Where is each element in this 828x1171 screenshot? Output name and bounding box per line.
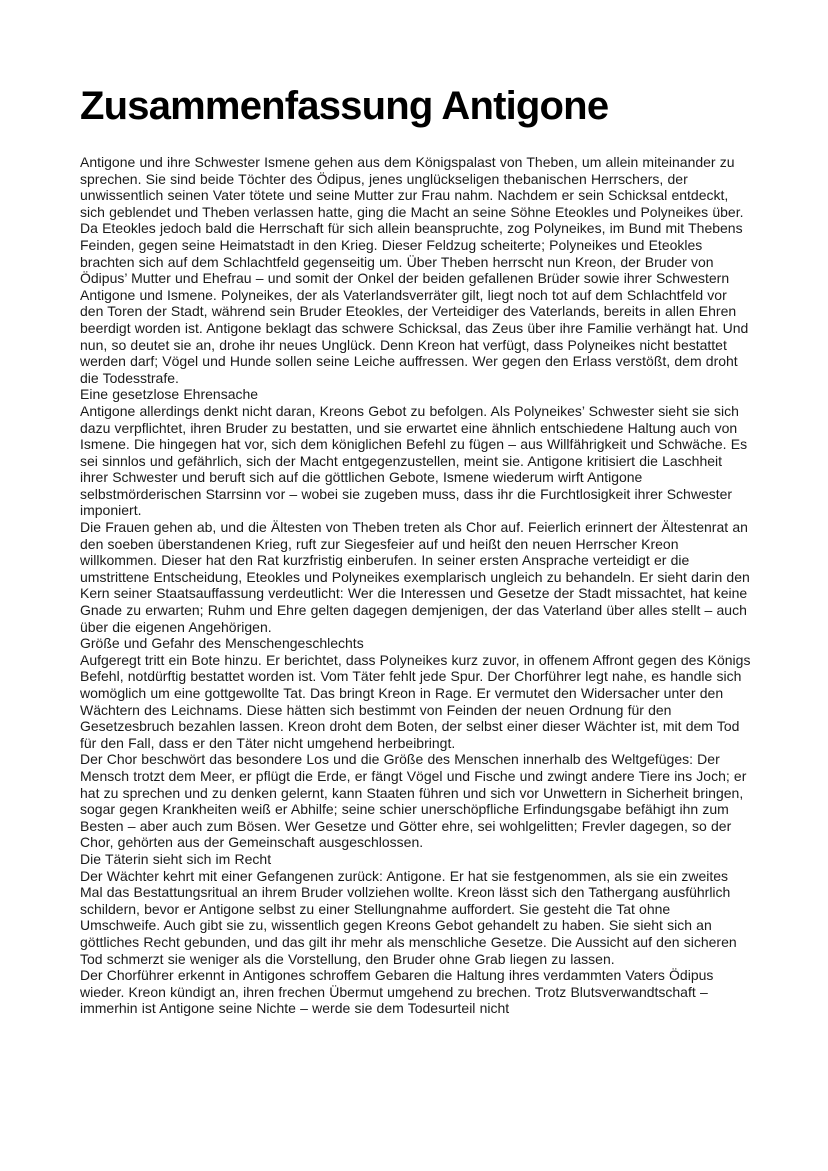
paragraph: Die Frauen gehen ab, und die Ältesten von Theben treten als Chor auf. Feierlich erinnert der Ältestenrat an den soeben überstandenen Krieg, ruft zur Siegesfeier auf und heißt den neuen Herrscher Kreon willkommen. Dieser hat den Rat kurzfristig einberufen. In seiner ersten Ansprache verteidigt er die umstrittene Entscheidung, Eteokles und Polyneikes exemplarisch ungleich zu behandeln. Er sieht darin den Kern seiner Staatsauffassung verdeutlicht: Wer die Interessen und Gesetze der Stadt missachtet, hat keine Gnade zu erwarten; Ruhm und Ehre gelten dagegen demjenigen, der das Vaterland über alles stellt – auch über die eigenen Angehörigen. [80, 519, 750, 635]
section-heading: Die Täterin sieht sich im Recht [80, 850, 272, 867]
section-heading: Größe und Gefahr des Menschengeschlechts [80, 635, 364, 652]
page-title: Zusammenfassung Antigone [80, 84, 609, 128]
paragraph: Aufgeregt tritt ein Bote hinzu. Er berichtet, dass Polyneikes kurz zuvor, in offenem Affront gegen des Königs Befehl, notdürftig bestattet worden ist. Vom Täter fehlt jede Spur. Der Chorführer legt nahe, es handle sich womöglich um eine gottgewollte Tat. Das bringt Kreon in Rage. Er vermutet den Widersacher unter den Wächtern des Leichnams. Diese hätten sich bestimmt von Feinden der neuen Ordnung für den Gesetzesbruch bezahlen lassen. Kreon droht dem Boten, der selbst einer dieser Wächter ist, mit dem Tod für den Fall, dass er den Täter nicht umgehend herbeibringt. [80, 651, 751, 751]
section-heading: Eine gesetzlose Ehrensache [80, 386, 259, 403]
document-body [80, 154, 754, 1017]
paragraph: Antigone allerdings denkt nicht daran, Kreons Gebot zu befolgen. Als Polyneikes’ Schwester sieht sie sich dazu verpflichtet, ihren Bruder zu bestatten, und sie erwartet eine ähnlich entschiedene Haltung auch von Ismene. Die hingegen hat vor, sich dem königlichen Befehl zu fügen – aus Willfährigkeit und Schwäche. Es sei sinnlos und gefährlich, sich der Macht entgegenzustellen, meint sie. Antigone kritisiert die Laschheit ihrer Schwester und beruft sich auf die göttlichen Gebote, Ismene wiederum wirft Antigone selbstmörderischen Starrsinn vor – wobei sie zugeben muss, dass ihr die Furchtlosigkeit ihrer Schwester imponiert. [80, 402, 748, 519]
paragraph: Der Chorführer erkennt in Antigones schroffem Gebaren die Haltung ihres verdammten Vaters Ödipus wieder. Kreon kündigt an, ihren frechen Übermut umgehend zu brechen. Trotz Blutsverwandtschaft – immerhin ist Antigone seine Nichte – werde sie dem Todesurteil nicht [80, 967, 714, 1017]
paragraph: Antigone und ihre Schwester Ismene gehen aus dem Königspalast von Theben, um allein miteinander zu sprechen. Sie sind beide Töchter des Ödipus, jenes unglückseligen thebanischen Herrschers, der unwissentlich seinen Vater tötete und seine Mutter zur Frau nahm. Nachdem er sein Schicksal entdeckt, sich geblendet und Theben verlassen hatte, ging die Macht an seine Söhne Eteokles und Polyneikes über. Da Eteokles jedoch bald die Herrschaft für sich allein beanspruchte, zog Polyneikes, im Bund mit Thebens Feinden, gegen seine Heimatstadt in den Krieg. Dieser Feldzug scheiterte; Polyneikes und Eteokles brachten sich auf dem Schlachtfeld gegenseitig um. Über Theben herrscht nun Kreon, der Bruder von Ödipus’ Mutter und Ehefrau – und somit der Onkel der beiden gefallenen Brüder sowie ihrer Schwestern Antigone und Ismene. Polyneikes, der als Vaterlandsverräter gilt, liegt noch tot auf dem Schlachtfeld vor den Toren der Stadt, während sein Bruder Eteokles, der Verteidiger des Vaterlands, bereits in allen Ehren beerdigt worden ist. Antigone beklagt das schwere Schicksal, das Zeus über ihre Familie verhängt hat. Und nun, so deutet sie an, drohe ihr neues Unglück. Denn Kreon hat verfügt, dass Polyneikes nicht bestattet werden darf; Vögel und Hunde sollen seine Leiche auffressen. Wer gegen den Erlass verstößt, dem droht die Todesstrafe. [80, 154, 749, 386]
paragraph: Der Chor beschwört das besondere Los und die Größe des Menschen innerhalb des Weltgefüges: Der Mensch trotzt dem Meer, er pflügt die Erde, er fängt Vögel und Fische und zwingt andere Tiere ins Joch; er hat zu sprechen und zu denken gelernt, kann Staaten führen und sich vor Unwettern in Sicherheit bringen, sogar gegen Krankheiten weiß er Abhilfe; seine schier unerschöpfliche Erfindungsgabe befähigt ihn zum Besten – aber auch zum Bösen. Wer Gesetze und Götter ehre, sei wohlgelitten; Frevler dagegen, so der Chor, gehörten aus der Gemeinschaft ausgeschlossen. [80, 751, 747, 851]
paragraph: Der Wächter kehrt mit einer Gefangenen zurück: Antigone. Er hat sie festgenommen, als sie ein zweites Mal das Bestattungsritual an ihrem Bruder vollziehen wollte. Kreon lässt sich den Tathergang ausführlich schildern, bevor er Antigone selbst zu einer Stellungnahme auffordert. Sie gesteht die Tat ohne Umschweife. Auch gibt sie zu, wissentlich gegen Kreons Gebot gehandelt zu haben. Sie sieht sich an göttliches Recht gebunden, und das gilt ihr mehr als menschliche Gesetze. Die Aussicht auf den sicheren Tod schmerzt sie weniger als die Vorstellung, den Bruder ohne Grab liegen zu lassen. [80, 867, 737, 967]
